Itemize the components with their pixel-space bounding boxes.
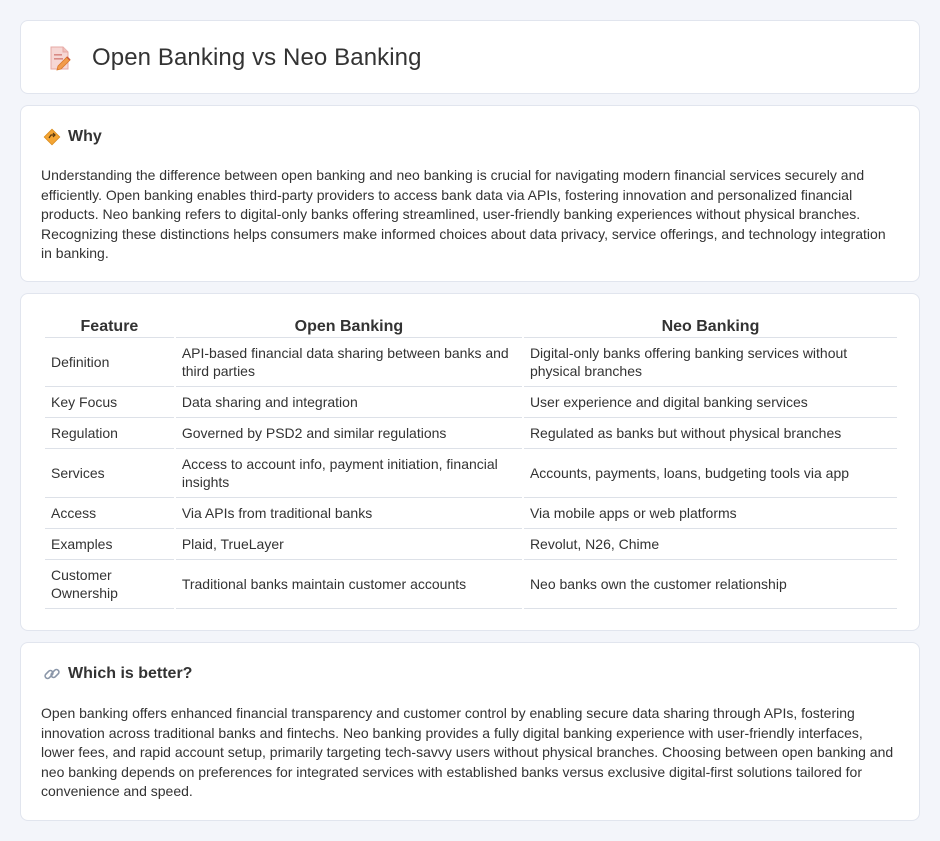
- document-pencil-icon: [48, 45, 72, 71]
- cell-neo-banking: Accounts, payments, loans, budgeting tools via app: [524, 449, 897, 498]
- table-row: [45, 338, 897, 387]
- header-neo-banking: Neo Banking: [524, 316, 897, 338]
- cell-open-banking: Governed by PSD2 and similar regulations: [176, 418, 522, 449]
- cell-neo-banking: Neo banks own the customer relationship: [524, 560, 897, 609]
- cell-open-banking: Traditional banks maintain customer accounts: [176, 560, 522, 609]
- cell-feature: Customer Ownership: [45, 560, 174, 609]
- table-row: [45, 498, 897, 529]
- cell-open-banking: API-based financial data sharing between banks and third parties: [176, 338, 522, 387]
- page-title: Open Banking vs Neo Banking: [92, 44, 422, 71]
- cell-open-banking: Via APIs from traditional banks: [176, 498, 522, 529]
- cell-feature: Regulation: [45, 418, 174, 449]
- diamond-sign-icon: [43, 128, 61, 146]
- better-title: Which is better?: [68, 665, 193, 682]
- cell-neo-banking: Regulated as banks but without physical branches: [524, 418, 897, 449]
- cell-feature: Examples: [45, 529, 174, 560]
- cell-open-banking: Access to account info, payment initiation, financial insights: [176, 449, 522, 498]
- why-heading: [43, 128, 102, 146]
- table-row: [45, 449, 897, 498]
- cell-open-banking: Plaid, TrueLayer: [176, 529, 522, 560]
- table-row: [45, 560, 897, 609]
- cell-open-banking: Data sharing and integration: [176, 387, 522, 418]
- why-text: Understanding the difference between open banking and neo banking is crucial for navigating modern financial services securely and efficiently. Open banking enables third-party providers to access bank data via APIs, fostering innovation and personalized financial products. Neo banking refers to digital-only banks offering streamlined, user-friendly banking experiences without physical branches. Recognizing these distinctions helps consumers make informed choices about data privacy, service offerings, and technology integration in banking.: [41, 167, 886, 261]
- why-title: Why: [68, 128, 102, 145]
- better-card: [20, 642, 920, 821]
- cell-neo-banking: Revolut, N26, Chime: [524, 529, 897, 560]
- better-heading: [43, 665, 192, 683]
- cell-feature: Access: [45, 498, 174, 529]
- link-icon: [43, 665, 61, 683]
- cell-neo-banking: User experience and digital banking services: [524, 387, 897, 418]
- table-row: [45, 387, 897, 418]
- comparison-table: [43, 316, 899, 609]
- cell-neo-banking: Via mobile apps or web platforms: [524, 498, 897, 529]
- header-card: [20, 20, 920, 94]
- header-feature: Feature: [45, 316, 174, 338]
- cell-feature: Services: [45, 449, 174, 498]
- why-card: [20, 105, 920, 282]
- cell-neo-banking: Digital-only banks offering banking services without physical branches: [524, 338, 897, 387]
- table-row: [45, 418, 897, 449]
- table-card: [20, 293, 920, 631]
- title-row: [48, 44, 422, 72]
- better-text: Open banking offers enhanced financial transparency and customer control by enabling secure data sharing through APIs, fostering innovation across traditional banks and fintechs. Neo banking provides a fully digital banking experience with user-friendly interfaces, lower fees, and rapid account setup, primarily targeting tech-savvy users without physical branches. Choosing between open banking and neo banking depends on preferences for integrated services with established banks versus exclusive digital-first solutions tailored for convenience and speed.: [41, 705, 894, 799]
- header-open-banking: Open Banking: [176, 316, 522, 338]
- table-row: [45, 529, 897, 560]
- cell-feature: Definition: [45, 338, 174, 387]
- table-header-row: [45, 316, 897, 338]
- cell-feature: Key Focus: [45, 387, 174, 418]
